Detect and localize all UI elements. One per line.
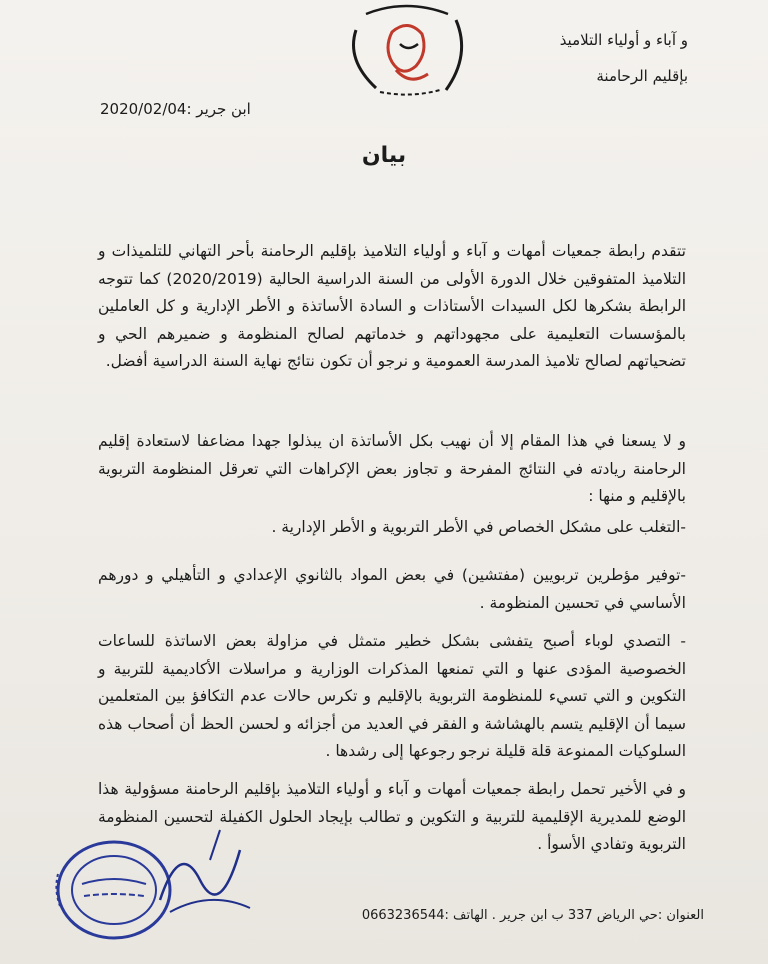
- logo-figure-mark: [400, 44, 418, 48]
- date-line: ابن جرير :2020/02/04: [100, 100, 251, 118]
- handwritten-signature: [150, 820, 260, 930]
- signature-stroke-3: [210, 830, 220, 860]
- stamp-text-line-2: [84, 894, 144, 896]
- paragraph-5: - التصدي لوباء أصبح يتفشى بشكل خطير متمثل في مزاولة بعض الاساتذة للساعات الخصوصية المؤدى عنها و التي تمنعها المذكرات الوزارية و مراسلات الأكاديمية للتربية و التكوين و التي تسيء للمنظومة التربوية بالإقليم و تكرس حالات عدم التكافؤ بين المتعلمين سيما أن الإقليم يتسم بالهشاشة و الفقر في العديد من أجزائه و لحسن الحظ أن أصحاب هذه السلوكيات الممنوعة قلة قليلة نرجو رجوعها إلى رشدها .: [98, 632, 686, 760]
- address-footer: العنوان :حي الرياض 337 ب ابن جرير . الهاتف :0663236544: [361, 908, 704, 923]
- paragraph-4: -توفير مؤطرين تربويين (مفتشين) في بعض المواد بالثانوي الإعدادي و التأهيلي و دورهم الأساسي في تحسين المنظومة .: [98, 566, 686, 612]
- paragraph-6: و في الأخير تحمل رابطة جمعيات أمهات و آباء و أولياء التلاميذ بإقليم الرحامنة مسؤولية هذا الوضع للمديرية الإقليمية للتربية و التكوين و تطالب بإيجاد الحلول الكفيلة لتحسين المنظومة التربوية وتفادي الأسوأ .: [98, 780, 686, 853]
- recipient-line-2: بإقليم الرحامنة: [596, 67, 688, 85]
- logo-arc-left: [354, 30, 377, 88]
- logo-arc-top: [366, 6, 448, 14]
- stamp-text-line-1: [82, 879, 146, 884]
- signature-stroke-1: [160, 850, 240, 900]
- logo-arc-bottom: [380, 90, 440, 95]
- paragraph-3: -التغلب على مشكل الخصاص في الأطر التربوية و الأطر الإدارية .: [271, 518, 686, 536]
- recipient-line-1: و آباء و أولياء التلاميذ: [559, 31, 688, 49]
- paragraph-1: تتقدم رابطة جمعيات أمهات و آباء و أولياء التلاميذ بإقليم الرحامنة بأحر التهاني للتلميذات و التلاميذ المتفوقين خلال الدورة الأولى من السنة الدراسية الحالية (2020/2019) كما تتوجه الرابطة بشكرها لكل السيدات الأستاذات و السادة الأساتذة و الأطر الإدارية و كل العاملين بالمؤسسات التعليمية على مجهوداتهم و خدماتهم لصالح المنظومة و ضميرهم الحي و تضحياتهم لصالح تلاميذ المدرسة العمومية و نرجو أن تكون نتائج نهاية السنة الدراسية أفضل.: [98, 242, 686, 370]
- page-title: بيان: [361, 143, 407, 168]
- stamp-inner-ring: [72, 856, 156, 924]
- recipient-block: [448, 22, 688, 94]
- signature-stroke-2: [170, 900, 250, 912]
- paragraph-2: و لا يسعنا في هذا المقام إلا أن نهيب بكل الأساتذة ان يبذلوا جهدا مضاعفا لاستعادة إقليم الرحامنة ريادته في النتائج المفرحة و تجاوز بعض الإكراهات التي تعرقل المنظومة التربوية بالإقليم و منها :: [98, 432, 686, 505]
